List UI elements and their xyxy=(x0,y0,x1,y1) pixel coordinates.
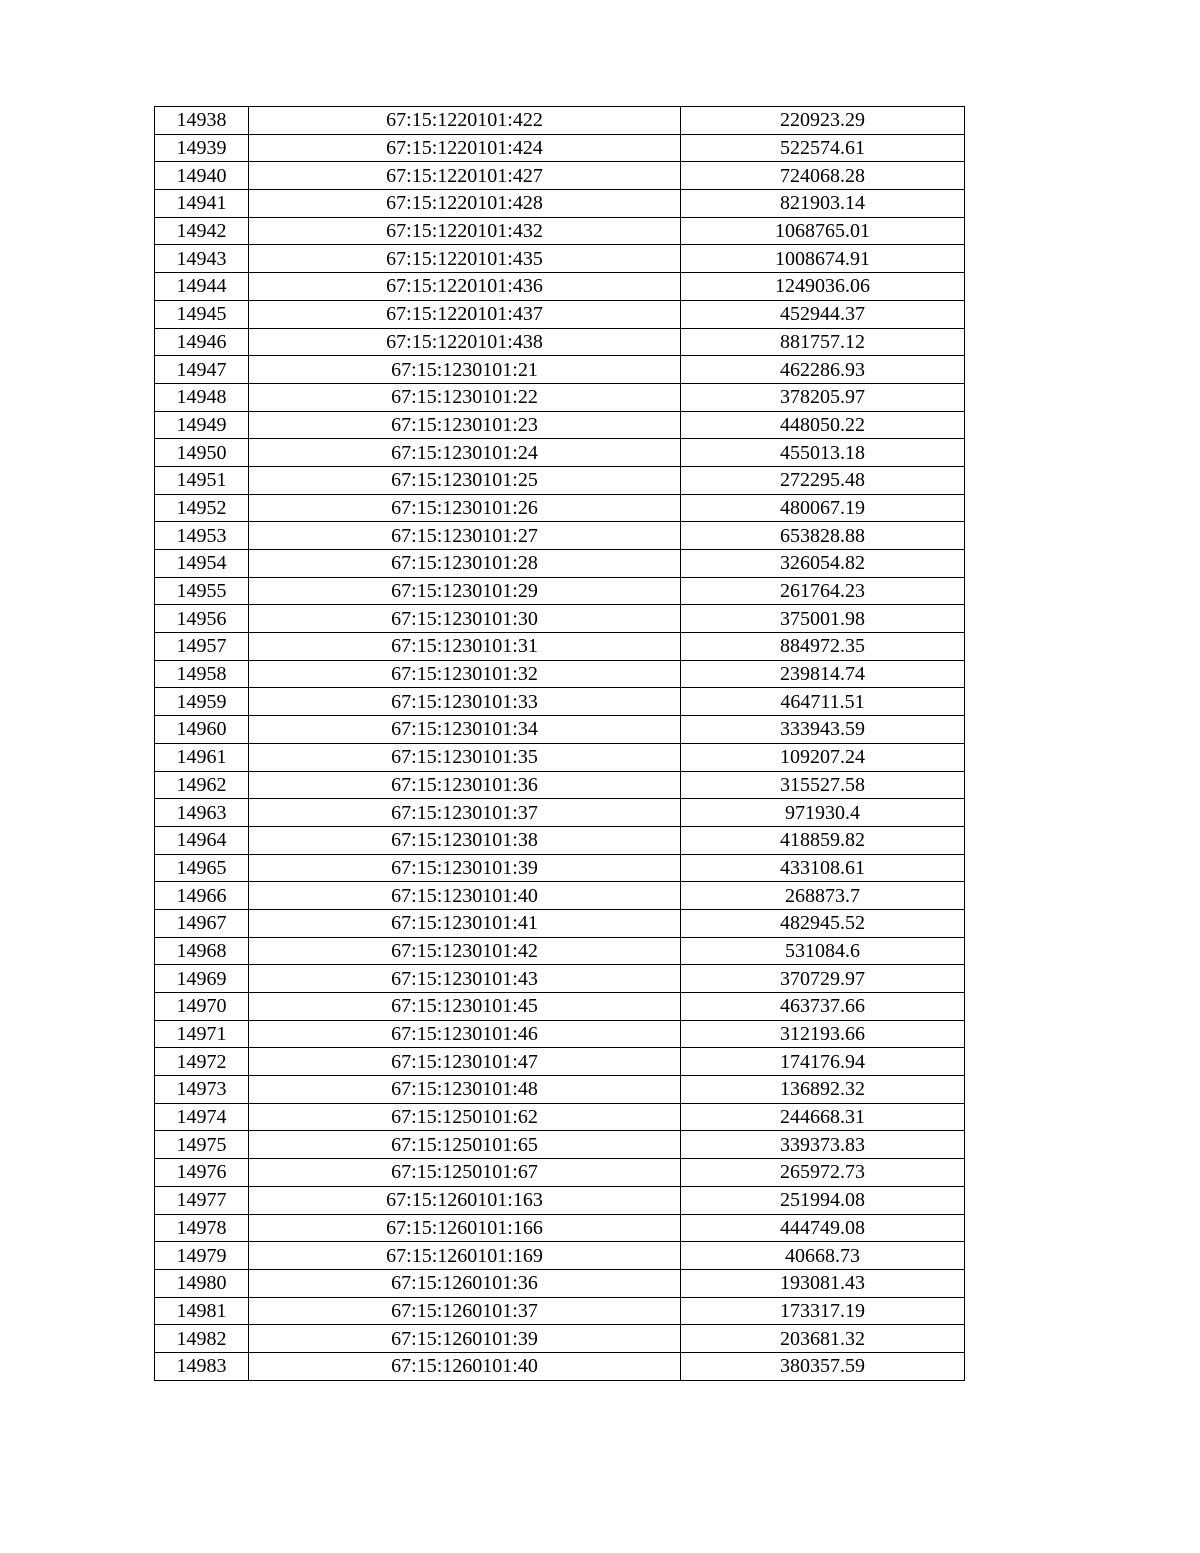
value-cell: 40668.73 xyxy=(681,1242,965,1270)
cadastral-number-cell: 67:15:1220101:422 xyxy=(249,107,681,135)
table-row xyxy=(155,743,965,771)
table-row xyxy=(155,190,965,218)
value-cell: 244668.31 xyxy=(681,1103,965,1131)
cadastral-number-cell: 67:15:1230101:26 xyxy=(249,494,681,522)
cadastral-number-cell: 67:15:1230101:30 xyxy=(249,605,681,633)
value-cell: 315527.58 xyxy=(681,771,965,799)
table-body xyxy=(155,107,965,1381)
value-cell: 821903.14 xyxy=(681,190,965,218)
table-row xyxy=(155,1020,965,1048)
cadastral-number-cell: 67:15:1230101:42 xyxy=(249,937,681,965)
row-number-cell: 14966 xyxy=(155,882,249,910)
cadastral-number-cell: 67:15:1220101:436 xyxy=(249,273,681,301)
cadastral-number-cell: 67:15:1230101:24 xyxy=(249,439,681,467)
row-number-cell: 14951 xyxy=(155,466,249,494)
value-cell: 1068765.01 xyxy=(681,217,965,245)
cadastral-number-cell: 67:15:1230101:33 xyxy=(249,688,681,716)
cadastral-number-cell: 67:15:1230101:32 xyxy=(249,660,681,688)
row-number-cell: 14976 xyxy=(155,1159,249,1187)
value-cell: 522574.61 xyxy=(681,134,965,162)
row-number-cell: 14968 xyxy=(155,937,249,965)
row-number-cell: 14965 xyxy=(155,854,249,882)
row-number-cell: 14960 xyxy=(155,716,249,744)
cadastral-number-cell: 67:15:1230101:40 xyxy=(249,882,681,910)
row-number-cell: 14949 xyxy=(155,411,249,439)
row-number-cell: 14972 xyxy=(155,1048,249,1076)
value-cell: 482945.52 xyxy=(681,909,965,937)
table-row xyxy=(155,799,965,827)
row-number-cell: 14942 xyxy=(155,217,249,245)
cadastral-number-cell: 67:15:1260101:40 xyxy=(249,1352,681,1380)
cadastral-number-cell: 67:15:1230101:27 xyxy=(249,522,681,550)
table-row xyxy=(155,909,965,937)
table-row xyxy=(155,107,965,135)
value-cell: 531084.6 xyxy=(681,937,965,965)
row-number-cell: 14971 xyxy=(155,1020,249,1048)
table-row xyxy=(155,411,965,439)
cadastral-number-cell: 67:15:1250101:65 xyxy=(249,1131,681,1159)
cadastral-number-cell: 67:15:1260101:166 xyxy=(249,1214,681,1242)
row-number-cell: 14958 xyxy=(155,660,249,688)
table-row xyxy=(155,660,965,688)
row-number-cell: 14941 xyxy=(155,190,249,218)
row-number-cell: 14945 xyxy=(155,300,249,328)
row-number-cell: 14967 xyxy=(155,909,249,937)
row-number-cell: 14947 xyxy=(155,356,249,384)
value-cell: 1008674.91 xyxy=(681,245,965,273)
cadastral-number-cell: 67:15:1230101:34 xyxy=(249,716,681,744)
value-cell: 480067.19 xyxy=(681,494,965,522)
table-row xyxy=(155,245,965,273)
cadastral-number-cell: 67:15:1230101:48 xyxy=(249,1076,681,1104)
row-number-cell: 14963 xyxy=(155,799,249,827)
row-number-cell: 14952 xyxy=(155,494,249,522)
table-row xyxy=(155,1352,965,1380)
row-number-cell: 14979 xyxy=(155,1242,249,1270)
table-row xyxy=(155,993,965,1021)
row-number-cell: 14980 xyxy=(155,1269,249,1297)
row-number-cell: 14944 xyxy=(155,273,249,301)
value-cell: 884972.35 xyxy=(681,633,965,661)
value-cell: 380357.59 xyxy=(681,1352,965,1380)
cadastral-number-cell: 67:15:1260101:39 xyxy=(249,1325,681,1353)
cadastral-number-cell: 67:15:1220101:438 xyxy=(249,328,681,356)
value-cell: 375001.98 xyxy=(681,605,965,633)
cadastral-number-cell: 67:15:1220101:437 xyxy=(249,300,681,328)
cadastral-number-cell: 67:15:1260101:163 xyxy=(249,1186,681,1214)
value-cell: 272295.48 xyxy=(681,466,965,494)
cadastral-number-cell: 67:15:1220101:427 xyxy=(249,162,681,190)
cadastral-number-cell: 67:15:1230101:22 xyxy=(249,383,681,411)
table-row xyxy=(155,1214,965,1242)
row-number-cell: 14973 xyxy=(155,1076,249,1104)
cadastral-number-cell: 67:15:1230101:47 xyxy=(249,1048,681,1076)
row-number-cell: 14955 xyxy=(155,577,249,605)
row-number-cell: 14977 xyxy=(155,1186,249,1214)
table-row xyxy=(155,577,965,605)
table-row xyxy=(155,937,965,965)
table-row xyxy=(155,300,965,328)
table-row xyxy=(155,356,965,384)
table-row xyxy=(155,162,965,190)
cadastral-number-cell: 67:15:1220101:428 xyxy=(249,190,681,218)
cadastral-number-cell: 67:15:1230101:45 xyxy=(249,993,681,1021)
row-number-cell: 14975 xyxy=(155,1131,249,1159)
value-cell: 462286.93 xyxy=(681,356,965,384)
value-cell: 452944.37 xyxy=(681,300,965,328)
cadastral-number-cell: 67:15:1230101:25 xyxy=(249,466,681,494)
cadastral-number-cell: 67:15:1230101:23 xyxy=(249,411,681,439)
table-row xyxy=(155,134,965,162)
row-number-cell: 14956 xyxy=(155,605,249,633)
table-row xyxy=(155,439,965,467)
table-row xyxy=(155,716,965,744)
value-cell: 136892.32 xyxy=(681,1076,965,1104)
table-row xyxy=(155,494,965,522)
table-row xyxy=(155,466,965,494)
value-cell: 1249036.06 xyxy=(681,273,965,301)
row-number-cell: 14969 xyxy=(155,965,249,993)
value-cell: 653828.88 xyxy=(681,522,965,550)
table-row xyxy=(155,1297,965,1325)
value-cell: 312193.66 xyxy=(681,1020,965,1048)
value-cell: 444749.08 xyxy=(681,1214,965,1242)
row-number-cell: 14982 xyxy=(155,1325,249,1353)
table-row xyxy=(155,826,965,854)
row-number-cell: 14974 xyxy=(155,1103,249,1131)
table-row xyxy=(155,771,965,799)
cadastral-number-cell: 67:15:1230101:36 xyxy=(249,771,681,799)
table-row xyxy=(155,1159,965,1187)
cadastral-number-cell: 67:15:1220101:424 xyxy=(249,134,681,162)
row-number-cell: 14939 xyxy=(155,134,249,162)
cadastral-number-cell: 67:15:1230101:39 xyxy=(249,854,681,882)
value-cell: 433108.61 xyxy=(681,854,965,882)
data-table xyxy=(154,106,965,1381)
value-cell: 464711.51 xyxy=(681,688,965,716)
table-row xyxy=(155,633,965,661)
cadastral-number-cell: 67:15:1220101:435 xyxy=(249,245,681,273)
table-row xyxy=(155,854,965,882)
value-cell: 971930.4 xyxy=(681,799,965,827)
row-number-cell: 14946 xyxy=(155,328,249,356)
cadastral-number-cell: 67:15:1230101:43 xyxy=(249,965,681,993)
row-number-cell: 14964 xyxy=(155,826,249,854)
value-cell: 261764.23 xyxy=(681,577,965,605)
value-cell: 455013.18 xyxy=(681,439,965,467)
table-row xyxy=(155,1076,965,1104)
cadastral-number-cell: 67:15:1250101:62 xyxy=(249,1103,681,1131)
table-row xyxy=(155,522,965,550)
cadastral-number-cell: 67:15:1230101:46 xyxy=(249,1020,681,1048)
value-cell: 378205.97 xyxy=(681,383,965,411)
table-row xyxy=(155,688,965,716)
table-row xyxy=(155,1048,965,1076)
value-cell: 370729.97 xyxy=(681,965,965,993)
table-row xyxy=(155,1103,965,1131)
row-number-cell: 14954 xyxy=(155,550,249,578)
cadastral-number-cell: 67:15:1230101:21 xyxy=(249,356,681,384)
row-number-cell: 14962 xyxy=(155,771,249,799)
table-row xyxy=(155,1269,965,1297)
row-number-cell: 14959 xyxy=(155,688,249,716)
row-number-cell: 14940 xyxy=(155,162,249,190)
table-row xyxy=(155,1131,965,1159)
cadastral-number-cell: 67:15:1230101:38 xyxy=(249,826,681,854)
value-cell: 109207.24 xyxy=(681,743,965,771)
cadastral-number-cell: 67:15:1230101:35 xyxy=(249,743,681,771)
table-row xyxy=(155,1186,965,1214)
value-cell: 448050.22 xyxy=(681,411,965,439)
value-cell: 193081.43 xyxy=(681,1269,965,1297)
value-cell: 418859.82 xyxy=(681,826,965,854)
value-cell: 265972.73 xyxy=(681,1159,965,1187)
row-number-cell: 14938 xyxy=(155,107,249,135)
value-cell: 220923.29 xyxy=(681,107,965,135)
cadastral-number-cell: 67:15:1220101:432 xyxy=(249,217,681,245)
cadastral-number-cell: 67:15:1230101:31 xyxy=(249,633,681,661)
value-cell: 326054.82 xyxy=(681,550,965,578)
table-row xyxy=(155,1325,965,1353)
value-cell: 203681.32 xyxy=(681,1325,965,1353)
value-cell: 173317.19 xyxy=(681,1297,965,1325)
cadastral-number-cell: 67:15:1250101:67 xyxy=(249,1159,681,1187)
value-cell: 463737.66 xyxy=(681,993,965,1021)
row-number-cell: 14970 xyxy=(155,993,249,1021)
value-cell: 239814.74 xyxy=(681,660,965,688)
value-cell: 724068.28 xyxy=(681,162,965,190)
cadastral-number-cell: 67:15:1230101:28 xyxy=(249,550,681,578)
table-row xyxy=(155,383,965,411)
cadastral-number-cell: 67:15:1260101:37 xyxy=(249,1297,681,1325)
value-cell: 333943.59 xyxy=(681,716,965,744)
value-cell: 881757.12 xyxy=(681,328,965,356)
row-number-cell: 14981 xyxy=(155,1297,249,1325)
table-row xyxy=(155,965,965,993)
cadastral-number-cell: 67:15:1230101:37 xyxy=(249,799,681,827)
table-row xyxy=(155,217,965,245)
cadastral-number-cell: 67:15:1260101:36 xyxy=(249,1269,681,1297)
row-number-cell: 14978 xyxy=(155,1214,249,1242)
row-number-cell: 14950 xyxy=(155,439,249,467)
row-number-cell: 14953 xyxy=(155,522,249,550)
row-number-cell: 14957 xyxy=(155,633,249,661)
table-row xyxy=(155,882,965,910)
table-row xyxy=(155,1242,965,1270)
cadastral-number-cell: 67:15:1230101:41 xyxy=(249,909,681,937)
table-row xyxy=(155,273,965,301)
row-number-cell: 14983 xyxy=(155,1352,249,1380)
row-number-cell: 14943 xyxy=(155,245,249,273)
value-cell: 268873.7 xyxy=(681,882,965,910)
table-row xyxy=(155,328,965,356)
value-cell: 174176.94 xyxy=(681,1048,965,1076)
table-row xyxy=(155,550,965,578)
value-cell: 251994.08 xyxy=(681,1186,965,1214)
table-row xyxy=(155,605,965,633)
cadastral-number-cell: 67:15:1260101:169 xyxy=(249,1242,681,1270)
row-number-cell: 14961 xyxy=(155,743,249,771)
value-cell: 339373.83 xyxy=(681,1131,965,1159)
cadastral-number-cell: 67:15:1230101:29 xyxy=(249,577,681,605)
row-number-cell: 14948 xyxy=(155,383,249,411)
